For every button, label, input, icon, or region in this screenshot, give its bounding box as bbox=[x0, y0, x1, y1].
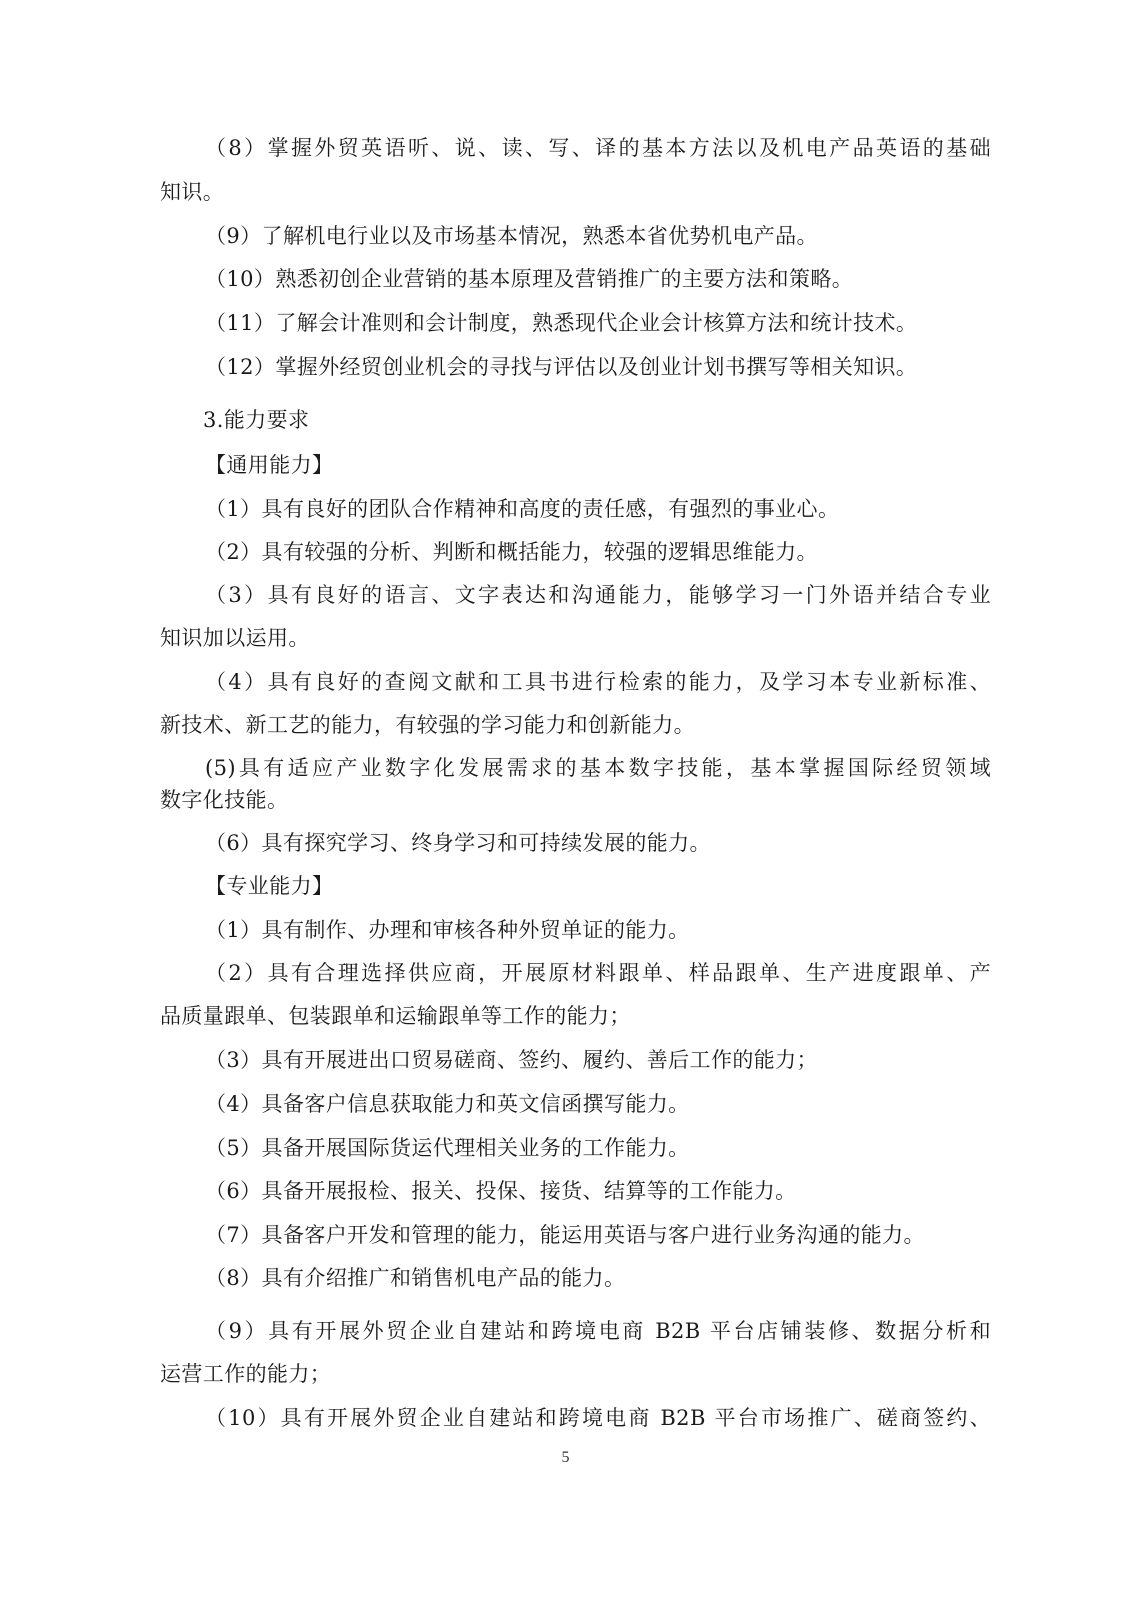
subsection-title: 【专业能力】 bbox=[205, 874, 334, 898]
paragraph-line: （2）具有合理选择供应商，开展原材料跟单、样品跟单、生产进度跟单、产 bbox=[205, 961, 991, 985]
paragraph-line: 新技术、新工艺的能力，有较强的学习能力和创新能力。 bbox=[160, 713, 695, 737]
paragraph-line: （12）掌握外经贸创业机会的寻找与评估以及创业计划书撰写等相关知识。 bbox=[205, 355, 918, 379]
paragraph-line: 知识。 bbox=[160, 180, 225, 204]
paragraph-line: （11）了解会计准则和会计制度，熟悉现代企业会计核算方法和统计技术。 bbox=[205, 311, 918, 335]
paragraph-line: （2）具有较强的分析、判断和概括能力，较强的逻辑思维能力。 bbox=[205, 540, 818, 564]
paragraph-line: （8）具有介绍推广和销售机电产品的能力。 bbox=[205, 1266, 626, 1290]
paragraph-line: （10）熟悉初创企业营销的基本原理及营销推广的主要方法和策略。 bbox=[205, 267, 854, 291]
subsection-title: 【通用能力】 bbox=[205, 453, 334, 477]
paragraph-line: （4）具备客户信息获取能力和英文信函撰写能力。 bbox=[205, 1092, 690, 1116]
paragraph-line: （9）了解机电行业以及市场基本情况，熟悉本省优势机电产品。 bbox=[205, 224, 818, 248]
paragraph-line: （6）具备开展报检、报关、投保、接货、结算等的工作能力。 bbox=[205, 1179, 797, 1203]
paragraph-line: （1）具有制作、办理和审核各种外贸单证的能力。 bbox=[205, 918, 690, 942]
paragraph-line: （7）具备客户开发和管理的能力，能运用英语与客户进行业务沟通的能力。 bbox=[205, 1223, 925, 1247]
paragraph-line: （10）具有开展外贸企业自建站和跨境电商 B2B 平台市场推广、磋商签约、 bbox=[205, 1406, 991, 1430]
paragraph-line: (5)具有适应产业数字化发展需求的基本数字技能，基本掌握国际经贸领域 bbox=[205, 756, 991, 780]
paragraph-line: 运营工作的能力； bbox=[160, 1362, 332, 1386]
paragraph-line: （5）具备开展国际货运代理相关业务的工作能力。 bbox=[205, 1136, 690, 1160]
paragraph-line: （9）具有开展外贸企业自建站和跨境电商 B2B 平台店铺装修、数据分析和 bbox=[205, 1319, 991, 1343]
page-number: 5 bbox=[561, 1449, 570, 1466]
paragraph-line: （8）掌握外贸英语听、说、读、写、译的基本方法以及机电产品英语的基础 bbox=[205, 136, 991, 160]
paragraph-line: 知识加以运用。 bbox=[160, 626, 310, 650]
paragraph-line: （6）具有探究学习、终身学习和可持续发展的能力。 bbox=[205, 831, 711, 855]
paragraph-line: （3）具有良好的语言、文字表达和沟通能力，能够学习一门外语并结合专业 bbox=[205, 583, 991, 607]
paragraph-line: 品质量跟单、包装跟单和运输跟单等工作的能力； bbox=[160, 1004, 631, 1028]
paragraph-line: （4）具有良好的查阅文献和工具书进行检索的能力，及学习本专业新标准、 bbox=[205, 670, 991, 694]
section-heading: 3.能力要求 bbox=[203, 408, 310, 432]
paragraph-line: （3）具有开展进出口贸易磋商、签约、履约、善后工作的能力； bbox=[205, 1048, 818, 1072]
paragraph-line: 数字化技能。 bbox=[160, 788, 289, 812]
paragraph-line: （1）具有良好的团队合作精神和高度的责任感，有强烈的事业心。 bbox=[205, 497, 840, 521]
